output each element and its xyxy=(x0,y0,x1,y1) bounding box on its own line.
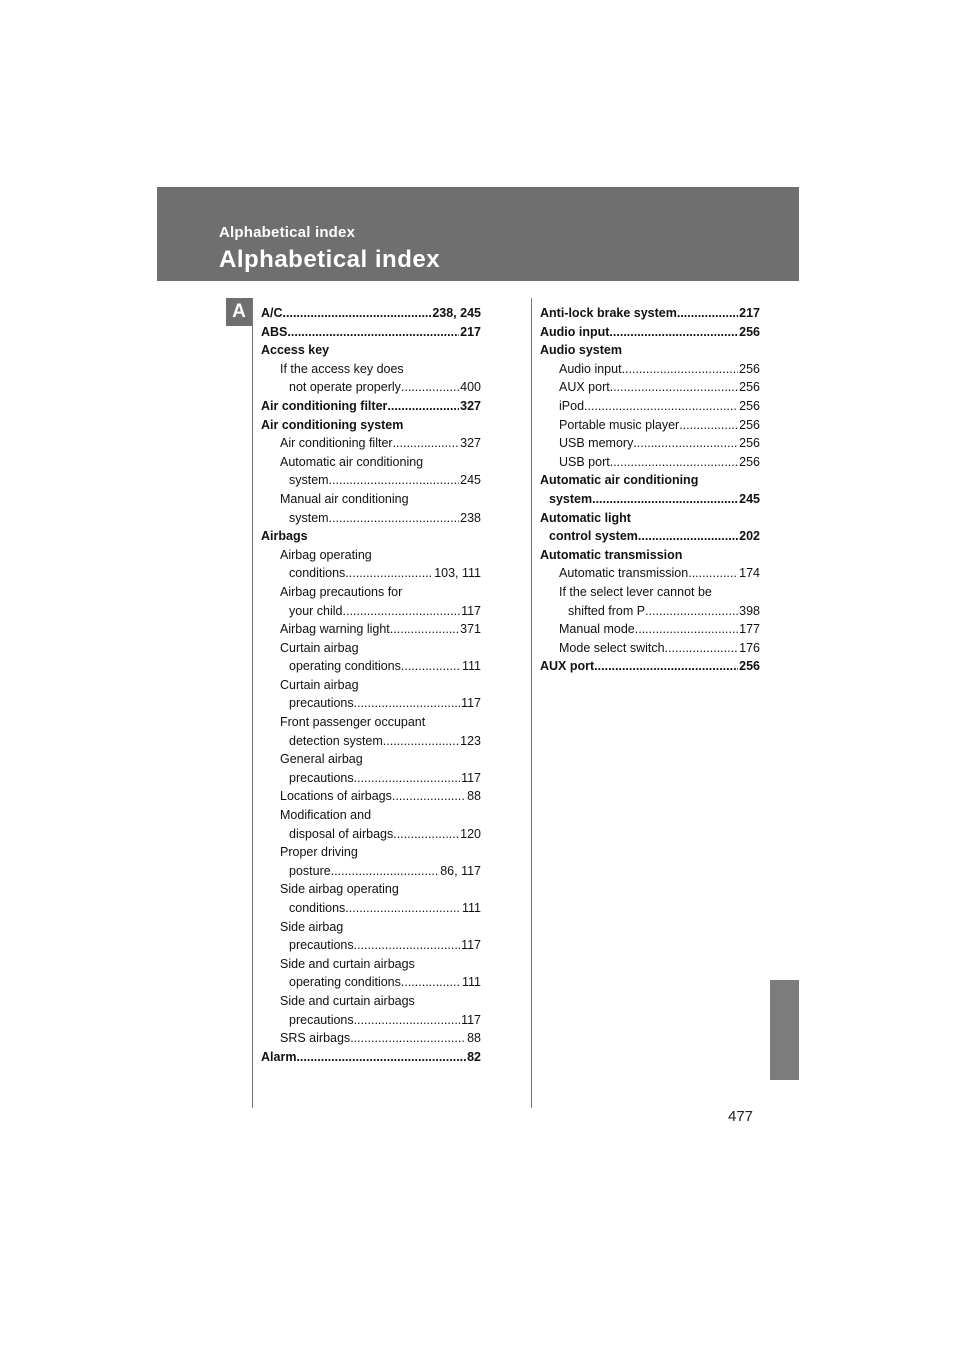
entry-page-reference[interactable]: 217 xyxy=(460,324,481,339)
dot-leader xyxy=(665,639,739,658)
dot-leader xyxy=(283,304,432,323)
entry-term: Modification and xyxy=(280,808,372,823)
index-entry xyxy=(261,825,481,844)
entry-term: precautions xyxy=(289,770,354,785)
entry-term: conditions xyxy=(289,566,346,581)
dot-leader xyxy=(354,1011,460,1030)
index-entry xyxy=(540,509,760,528)
index-entry xyxy=(540,304,760,323)
entry-term: Locations of airbags xyxy=(280,789,392,804)
entry-term: Side and curtain airbags xyxy=(280,993,415,1008)
entry-page-reference[interactable]: 398 xyxy=(739,603,760,618)
index-entry xyxy=(261,992,481,1011)
dot-leader xyxy=(331,862,440,881)
dot-leader xyxy=(635,620,738,639)
entry-term: Automatic air conditioning xyxy=(540,473,699,488)
center-divider xyxy=(531,298,532,1108)
index-entry xyxy=(261,843,481,862)
entry-page-reference[interactable]: 176 xyxy=(739,640,760,655)
index-entry xyxy=(540,564,760,583)
entry-page-reference[interactable]: 117 xyxy=(461,696,481,711)
entry-page-reference[interactable]: 88 xyxy=(467,789,481,804)
index-entry xyxy=(261,750,481,769)
entry-page-reference[interactable]: 117 xyxy=(461,938,481,953)
entry-term: operating conditions xyxy=(289,659,401,674)
dot-leader xyxy=(592,490,738,509)
entry-page-reference[interactable]: 82 xyxy=(467,1049,481,1064)
index-entry xyxy=(261,490,481,509)
entry-page-reference[interactable]: 245 xyxy=(739,491,760,506)
index-entry xyxy=(261,546,481,565)
entry-term: Airbag precautions for xyxy=(280,584,403,599)
dot-leader xyxy=(350,1029,466,1048)
entry-term: Curtain airbag xyxy=(280,677,359,692)
entry-term: If the select lever cannot be xyxy=(559,584,712,599)
entry-term: Airbag operating xyxy=(280,547,372,562)
entry-term: Mode select switch xyxy=(559,640,665,655)
entry-page-reference[interactable]: 120 xyxy=(460,826,481,841)
dot-leader xyxy=(393,825,459,844)
entry-term: Side and curtain airbags xyxy=(280,956,415,971)
section-label: Alphabetical index xyxy=(219,224,356,241)
dot-leader xyxy=(392,787,466,806)
entry-page-reference[interactable]: 86, 117 xyxy=(440,863,481,878)
dot-leader xyxy=(387,397,459,416)
dot-leader xyxy=(638,527,738,546)
index-entry xyxy=(540,378,760,397)
entry-term: Curtain airbag xyxy=(280,640,359,655)
dot-leader xyxy=(354,769,460,788)
entry-page-reference[interactable]: 256 xyxy=(739,361,760,376)
entry-page-reference[interactable]: 103, 111 xyxy=(434,566,481,581)
page-number: 477 xyxy=(728,1108,754,1125)
entry-term: operating conditions xyxy=(289,975,401,990)
index-entry xyxy=(261,1011,481,1030)
dot-leader xyxy=(345,899,461,918)
entry-page-reference[interactable]: 256 xyxy=(739,436,760,451)
dot-leader xyxy=(584,397,738,416)
entry-term: AUX port xyxy=(559,380,610,395)
entry-term: Air conditioning system xyxy=(261,417,404,432)
entry-term: your child xyxy=(289,603,343,618)
entry-page-reference[interactable]: 217 xyxy=(739,306,760,320)
index-entry xyxy=(540,434,760,453)
entry-term: iPod xyxy=(559,398,585,413)
dot-leader xyxy=(677,304,738,323)
index-entry xyxy=(261,973,481,992)
entry-term: Audio input xyxy=(540,324,610,339)
index-entry xyxy=(261,657,481,676)
entry-term: Audio input xyxy=(559,361,622,376)
index-entry xyxy=(261,360,481,379)
index-column-right xyxy=(540,304,760,676)
dot-leader xyxy=(679,416,738,435)
dot-leader xyxy=(622,360,739,379)
index-entry xyxy=(540,583,760,602)
dot-leader xyxy=(609,323,738,342)
index-entry xyxy=(261,880,481,899)
entry-page-reference[interactable]: 256 xyxy=(739,380,760,395)
entry-page-reference[interactable]: 245 xyxy=(460,473,481,488)
entry-term: Proper driving xyxy=(280,845,358,860)
index-entry xyxy=(261,620,481,639)
entry-term: precautions xyxy=(289,938,354,953)
entry-page-reference[interactable]: 327 xyxy=(460,436,481,451)
index-entry xyxy=(540,360,760,379)
index-entry xyxy=(261,341,481,360)
dot-leader xyxy=(401,378,459,397)
entry-page-reference[interactable]: 238 xyxy=(460,510,481,525)
thumb-index-tab xyxy=(770,980,799,1080)
dot-leader xyxy=(329,471,460,490)
index-entry xyxy=(261,806,481,825)
index-entry xyxy=(261,602,481,621)
entry-page-reference[interactable]: 111 xyxy=(461,659,481,674)
index-entry xyxy=(261,955,481,974)
entry-page-reference[interactable]: 123 xyxy=(460,733,481,748)
index-entry xyxy=(540,620,760,639)
index-entry xyxy=(261,527,481,546)
entry-term: SRS airbags xyxy=(280,1031,351,1046)
entry-page-reference[interactable]: 177 xyxy=(739,622,760,637)
index-entry xyxy=(261,918,481,937)
index-entry xyxy=(261,694,481,713)
entry-term: USB port xyxy=(559,454,610,469)
index-entry xyxy=(261,787,481,806)
chapter-header xyxy=(157,187,799,281)
index-entry xyxy=(261,713,481,732)
entry-term: Side airbag operating xyxy=(280,882,399,897)
entry-term: conditions xyxy=(289,901,346,915)
page-title: Alphabetical index xyxy=(219,246,441,273)
index-entry xyxy=(540,471,760,490)
dot-leader xyxy=(610,378,738,397)
index-entry xyxy=(540,527,760,546)
entry-term: ABS xyxy=(261,324,288,339)
entry-page-reference[interactable]: 238, 245 xyxy=(432,306,481,320)
index-entry xyxy=(261,564,481,583)
entry-page-reference[interactable]: 371 xyxy=(460,622,481,637)
dot-leader xyxy=(610,453,738,472)
index-entry xyxy=(261,453,481,472)
dot-leader xyxy=(390,620,459,639)
entry-term: posture xyxy=(289,863,331,878)
left-divider xyxy=(252,298,253,1108)
entry-page-reference[interactable]: 174 xyxy=(739,566,760,581)
entry-term: precautions xyxy=(289,696,354,711)
entry-page-reference[interactable]: 256 xyxy=(739,659,760,674)
index-entry xyxy=(540,657,760,676)
dot-leader xyxy=(354,936,460,955)
entry-term: not operate properly xyxy=(289,380,401,395)
entry-term: detection system xyxy=(289,733,383,748)
entry-term: precautions xyxy=(289,1012,354,1027)
index-entry xyxy=(261,509,481,528)
index-entry xyxy=(540,546,760,565)
index-entry xyxy=(540,602,760,621)
index-entry xyxy=(261,378,481,397)
entry-term: Access key xyxy=(261,343,330,358)
entry-page-reference[interactable]: 256 xyxy=(739,417,760,432)
index-entry xyxy=(261,899,481,918)
entry-page-reference[interactable]: 117 xyxy=(461,770,481,785)
dot-leader xyxy=(645,602,738,621)
index-entry xyxy=(261,936,481,955)
entry-term: If the access key does xyxy=(280,361,404,376)
entry-term: Side airbag xyxy=(280,919,344,934)
entry-term: Portable music player xyxy=(559,417,680,432)
entry-page-reference[interactable]: 327 xyxy=(460,398,481,413)
index-entry xyxy=(261,471,481,490)
entry-term: General airbag xyxy=(280,752,363,767)
dot-leader xyxy=(401,973,461,992)
entry-page-reference[interactable]: 111 xyxy=(461,975,481,990)
dot-leader xyxy=(594,657,738,676)
entry-page-reference[interactable]: 117 xyxy=(461,1012,481,1027)
index-letter-tab: A xyxy=(226,298,252,326)
entry-term: USB memory xyxy=(559,436,634,451)
dot-leader xyxy=(296,1048,466,1067)
index-entry xyxy=(261,434,481,453)
entry-term: control system xyxy=(549,529,638,544)
entry-term: Front passenger occupant xyxy=(280,715,426,730)
entry-term: Manual mode xyxy=(559,622,635,637)
index-entry xyxy=(261,862,481,881)
index-entry xyxy=(261,416,481,435)
dot-leader xyxy=(633,434,738,453)
entry-term: Alarm xyxy=(261,1049,297,1064)
index-entry xyxy=(261,397,481,416)
index-entry xyxy=(540,416,760,435)
entry-term: shifted from P xyxy=(568,603,646,618)
entry-page-reference[interactable]: 111 xyxy=(461,901,481,915)
index-entry xyxy=(261,732,481,751)
entry-term: Automatic light xyxy=(540,510,631,525)
index-entry xyxy=(261,304,481,323)
index-entry xyxy=(261,1048,481,1067)
dot-leader xyxy=(345,564,433,583)
index-entry xyxy=(540,639,760,658)
entry-page-reference[interactable]: 256 xyxy=(739,324,760,339)
index-entry xyxy=(540,341,760,360)
entry-term: Audio system xyxy=(540,343,622,358)
entry-term: Air conditioning filter xyxy=(280,436,393,451)
dot-leader xyxy=(354,694,460,713)
dot-leader xyxy=(287,323,459,342)
index-entry xyxy=(540,453,760,472)
dot-leader xyxy=(329,509,460,528)
entry-term: disposal of airbags xyxy=(289,826,394,841)
index-entry xyxy=(261,676,481,695)
entry-page-reference[interactable]: 88 xyxy=(467,1031,481,1046)
entry-term: system xyxy=(549,491,593,506)
entry-term: Anti-lock brake system xyxy=(540,306,677,320)
entry-term: Automatic air conditioning xyxy=(280,454,424,469)
index-entry xyxy=(261,1029,481,1048)
entry-page-reference[interactable]: 256 xyxy=(739,398,760,413)
dot-leader xyxy=(401,657,461,676)
entry-page-reference[interactable]: 117 xyxy=(461,603,481,618)
dot-leader xyxy=(393,434,460,453)
entry-term: Air conditioning filter xyxy=(261,398,388,413)
entry-term: Airbags xyxy=(261,529,308,544)
entry-term: Manual air conditioning xyxy=(280,491,409,506)
index-entry xyxy=(261,583,481,602)
entry-term: AUX port xyxy=(540,659,595,674)
index-column-left xyxy=(261,304,481,1066)
entry-term: system xyxy=(289,510,329,525)
dot-leader xyxy=(383,732,459,751)
index-entry xyxy=(540,490,760,509)
dot-leader xyxy=(688,564,738,583)
entry-term: A/C xyxy=(261,306,283,320)
index-entry xyxy=(540,323,760,342)
entry-term: Airbag warning light xyxy=(280,622,390,637)
entry-page-reference[interactable]: 400 xyxy=(460,380,481,395)
entry-page-reference[interactable]: 256 xyxy=(739,454,760,469)
index-entry xyxy=(540,397,760,416)
index-entry xyxy=(261,769,481,788)
dot-leader xyxy=(343,602,461,621)
entry-term: Automatic transmission xyxy=(559,566,689,581)
entry-term: system xyxy=(289,473,329,488)
entry-term: Automatic transmission xyxy=(540,547,683,562)
index-entry xyxy=(261,323,481,342)
index-entry xyxy=(261,639,481,658)
entry-page-reference[interactable]: 202 xyxy=(739,529,760,544)
